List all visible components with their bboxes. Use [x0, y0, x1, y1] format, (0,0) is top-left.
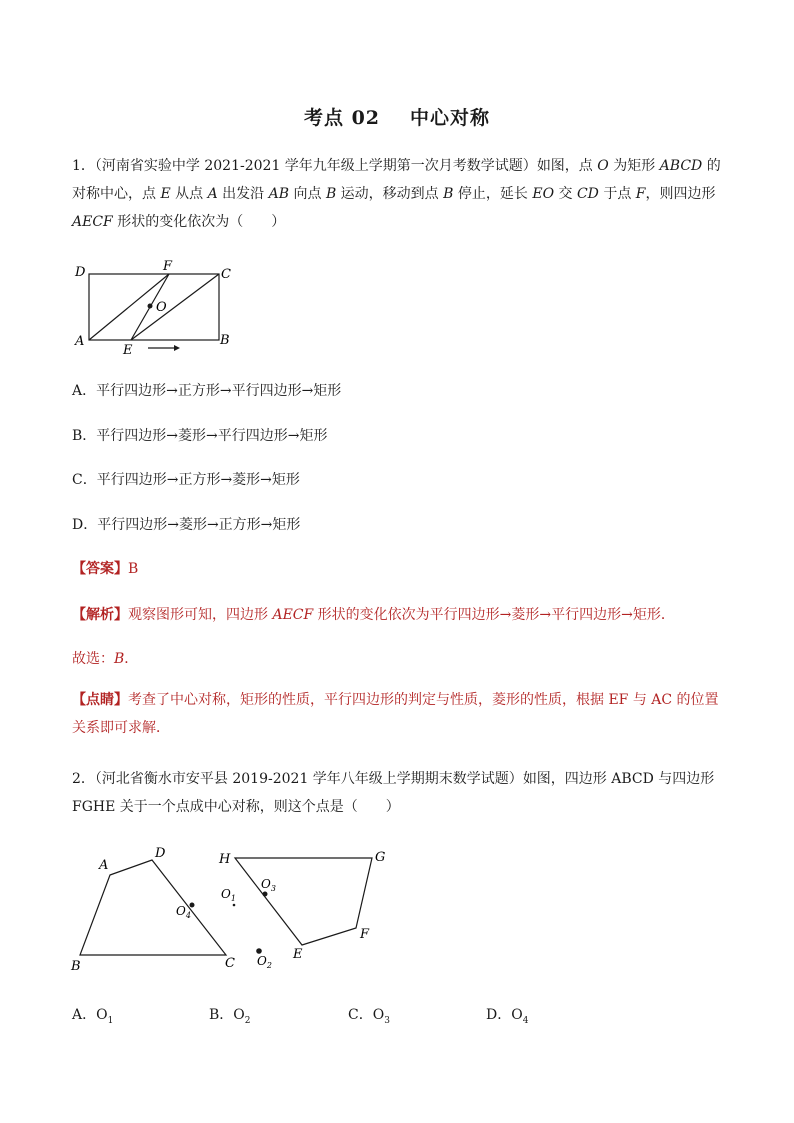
page-title — [0, 103, 794, 130]
q2-option-b: B．$O_2$ — [209, 1007, 251, 1026]
question-number: 1． — [72, 158, 95, 174]
question-2-stem — [72, 765, 724, 821]
stem-text: 形状的变化依次为（ ） — [112, 214, 286, 230]
stem-text: 为矩形 — [608, 158, 660, 174]
answer-label: 【答案】 — [72, 561, 128, 577]
label-a: A — [75, 334, 85, 349]
point-o3 — [263, 892, 268, 897]
question-1-stem — [72, 152, 724, 236]
answer-line — [72, 558, 138, 578]
label-f2: F — [360, 927, 370, 942]
stem-var: A — [207, 186, 218, 202]
choose-text: 故选： — [72, 651, 114, 667]
q2-option-c: C．$O_3$ — [348, 1007, 390, 1026]
label-c2: C — [225, 956, 235, 971]
analysis-label: 【解析】 — [72, 607, 128, 623]
option-c: C．平行四边形→正方形→菱形→矩形 — [72, 472, 300, 488]
stem-text: 停止，延长 — [453, 186, 533, 202]
stem-var: O — [597, 158, 609, 174]
stem-text: 运动，移动到点 — [336, 186, 444, 202]
stem-var: CD — [576, 186, 599, 202]
label-g: G — [375, 850, 386, 865]
stem-text: 的对称中心，点 — [72, 158, 721, 202]
quadrilaterals-figure — [68, 845, 408, 975]
stem-text: ，则四边形 — [645, 186, 716, 202]
label-c: C — [221, 267, 231, 282]
question-source: （河南省实验中学 2021-2021 学年九年级上学期第一次月考数学试题） — [94, 158, 537, 174]
analysis-text: 形状的变化依次为平行四边形→菱形→平行四边形→矩形． — [313, 607, 675, 623]
q2-option-a: A．$O_1$ — [72, 1007, 114, 1026]
point-o2 — [256, 948, 262, 954]
stem-var: B — [443, 186, 454, 202]
q2-option-d: D．$O_4$ — [486, 1007, 529, 1026]
label-o2: $O_2$ — [257, 954, 272, 970]
stem-var: EO — [532, 186, 555, 202]
option-a: A．平行四边形→正方形→平行四边形→矩形 — [72, 383, 342, 399]
stem-var: F — [635, 186, 646, 202]
label-b: B — [220, 333, 230, 348]
quadrilateral-abcd — [80, 860, 226, 955]
label-o3: $O_3$ — [261, 877, 276, 893]
segment-ec — [131, 274, 219, 340]
point-o — [148, 304, 153, 309]
point-o1 — [233, 904, 236, 907]
label-d: D — [75, 265, 86, 280]
label-a2: A — [99, 858, 109, 873]
stem-text: 向点 — [289, 186, 326, 202]
stem-var: AB — [268, 186, 290, 202]
comment-label: 【点睛】 — [72, 692, 128, 708]
question-number: 2． — [72, 771, 95, 787]
quadrilateral-hgfe — [235, 858, 372, 945]
question-source: （河北省衡水市安平县 2019-2021 学年八年级上学期期末数学试题） — [94, 771, 523, 787]
stem-text: 如图，点 — [536, 158, 598, 174]
answer-value: B — [128, 561, 139, 577]
label-h: H — [219, 852, 231, 867]
title-topic-name: 中心对称 — [410, 107, 491, 129]
label-f: F — [163, 259, 173, 274]
label-d2: D — [155, 846, 166, 861]
stem-text: 于点 — [598, 186, 636, 202]
stem-text: 交 — [554, 186, 577, 202]
label-b2: B — [71, 959, 81, 974]
stem-var: E — [160, 186, 171, 202]
choose-var: B — [114, 651, 125, 667]
label-e: E — [123, 343, 133, 358]
stem-text: 从点 — [170, 186, 208, 202]
label-e2: E — [293, 947, 303, 962]
rectangle-abcd — [89, 274, 219, 340]
analysis-var: AECF — [272, 607, 314, 623]
choose-line — [72, 648, 138, 668]
comment-text: 考查了中心对称，矩形的性质，平行四边形的判定与性质，菱形的性质，根据 EF 与 AC 的位置关系即可求解． — [72, 692, 719, 736]
stem-var: B — [325, 186, 337, 202]
title-topic-number: 考点 02 — [303, 107, 381, 129]
stem-text: 出发沿 — [217, 186, 269, 202]
option-b: B．平行四边形→菱形→平行四边形→矩形 — [72, 428, 328, 444]
choose-end: ． — [124, 651, 139, 667]
stem-var: ABCD — [659, 158, 703, 174]
label-o4: $O_4$ — [176, 904, 191, 920]
analysis-text: 观察图形可知，四边形 — [128, 607, 273, 623]
analysis-line — [72, 604, 675, 624]
point-o4 — [190, 903, 195, 908]
option-d: D．平行四边形→菱形→正方形→矩形 — [72, 517, 301, 533]
label-o1: $O_1$ — [221, 887, 236, 903]
stem-var: AECF — [72, 214, 113, 230]
label-o: O — [156, 300, 167, 315]
rectangle-figure — [72, 258, 252, 358]
comment-paragraph — [72, 686, 724, 742]
motion-arrow-head — [174, 345, 180, 351]
stem-text: 如图，四边形 ABCD 与四边形 FGHE 关于一个点成中心对称，则这个点是（ ） — [72, 771, 715, 815]
